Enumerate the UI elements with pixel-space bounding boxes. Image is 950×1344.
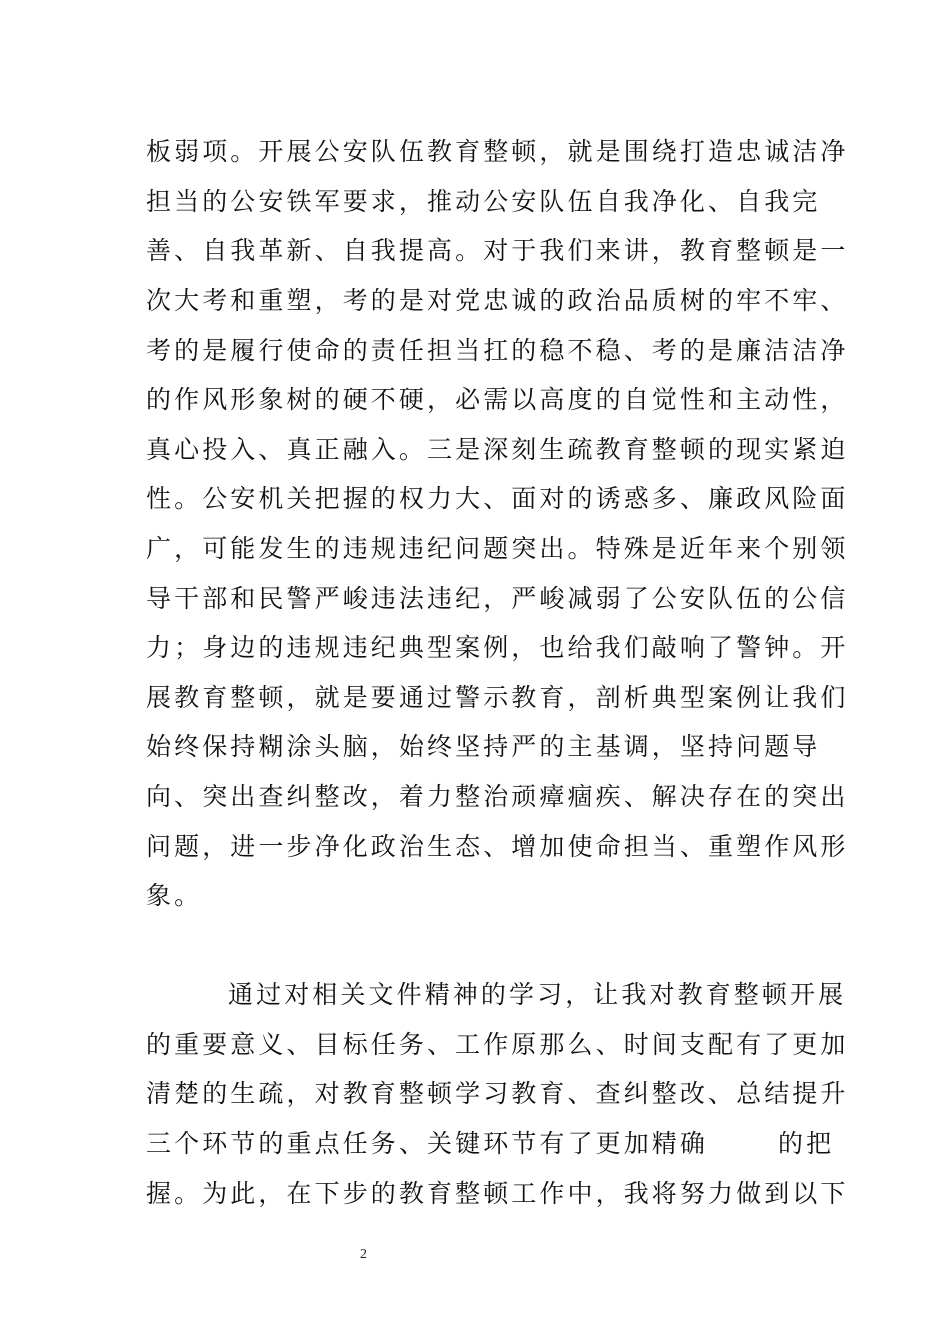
- paragraph1-line-13: 始终保持糊涂头脑，始终坚持严的主基调，坚持问题导: [146, 732, 821, 761]
- paragraph1-line-3: 善、自我革新、自我提高。对于我们来讲，教育整顿是一: [146, 236, 849, 265]
- paragraph2-line-4-start: 三个环节的重点任务、关键环节有了更加精确: [146, 1129, 709, 1158]
- paragraph2-line-4: [146, 1127, 835, 1161]
- paragraph1-line-2: 担当的公安铁军要求，推动公安队伍自我净化、自我完: [146, 187, 821, 216]
- paragraph1-line-5: 考的是履行使命的责任担当扛的稳不稳、考的是廉洁洁净: [146, 336, 849, 365]
- paragraph1-line-7: 真心投入、真正融入。三是深刻生疏教育整顿的现实紧迫: [146, 435, 849, 464]
- paragraph1-line-14: 向、突出查纠整改，着力整治顽瘴痼疾、解决存在的突出: [146, 782, 849, 811]
- paragraph2-line-2: 的重要意义、目标任务、工作原那么、时间支配有了更加: [146, 1030, 849, 1059]
- page-number: 2: [360, 1247, 367, 1262]
- paragraph1-line-9: 广，可能发生的违规违纪问题突出。特殊是近年来个别领: [146, 534, 849, 563]
- paragraph2-line-1: 通过对相关文件精神的学习，让我对教育整顿开展: [228, 980, 847, 1009]
- paragraph1-line-16: 象。: [146, 881, 203, 910]
- paragraph1-line-11: 力；身边的违规违纪典型案例，也给我们敲响了警钟。开: [146, 633, 849, 662]
- paragraph1-line-4: 次大考和重塑，考的是对党忠诚的政治品质树的牢不牢、: [146, 286, 849, 315]
- paragraph1-line-15: 问题，进一步净化政治生态、增加使命担当、重塑作风形: [146, 832, 849, 861]
- paragraph1-line-12: 展教育整顿，就是要通过警示教育，剖析典型案例让我们: [146, 683, 849, 712]
- paragraph2-line-5: 握。为此，在下步的教育整顿工作中，我将努力做到以下: [146, 1179, 849, 1208]
- paragraph2-line-3: 清楚的生疏，对教育整顿学习教育、查纠整改、总结提升: [146, 1079, 849, 1108]
- paragraph1-line-8: 性。公安机关把握的权力大、面对的诱惑多、廉政风险面: [146, 484, 849, 513]
- paragraph2-line-4-end: 的把: [778, 1129, 835, 1158]
- paragraph1-line-10: 导干部和民警严峻违法违纪，严峻减弱了公安队伍的公信: [146, 584, 849, 613]
- paragraph1-line-6: 的作风形象树的硬不硬，必需以高度的自觉性和主动性，: [146, 385, 849, 414]
- paragraph1-line-1: 板弱项。开展公安队伍教育整顿，就是围绕打造忠诚洁净: [146, 137, 849, 166]
